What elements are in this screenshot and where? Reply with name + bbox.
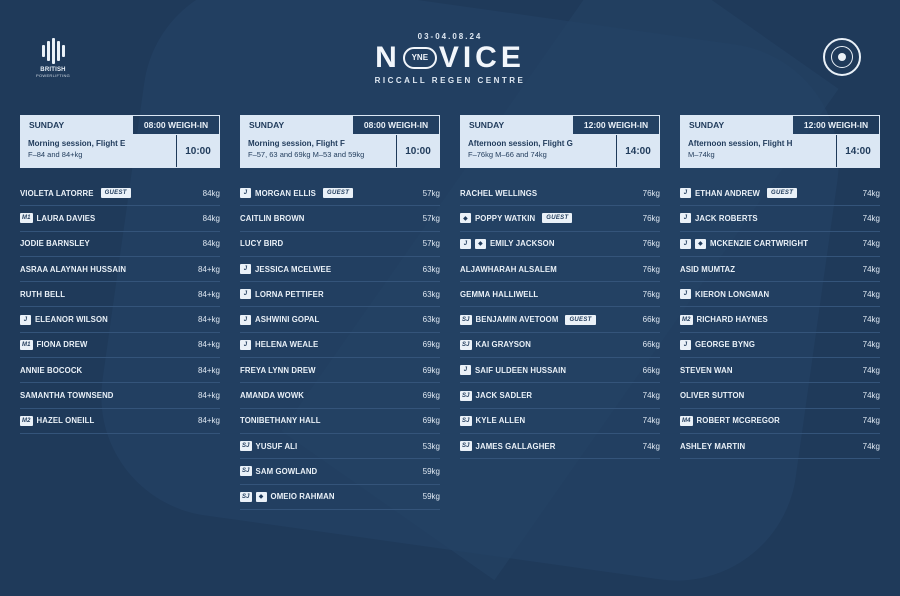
category-badge: J (460, 365, 471, 375)
event-title-block (350, 32, 550, 85)
lifter-name-cell (680, 315, 863, 325)
lifter-name-cell (20, 366, 198, 375)
session-info (461, 135, 616, 167)
session-classes: M–74kg (688, 150, 715, 159)
lifter-name-cell (460, 416, 643, 426)
lifter-name: ASID MUMTAZ (680, 264, 736, 274)
lifter-name: ASHWINI GOPAL (255, 315, 320, 325)
lifter-name-cell (460, 239, 643, 249)
logo-text-british: BRITISH (40, 67, 66, 73)
category-badge: M1 (22, 215, 31, 222)
category-badge: J (240, 315, 251, 325)
guest-badge: GUEST (767, 188, 797, 198)
weight-class: 76kg (642, 289, 660, 299)
session-classes: F–76kg M–66 and 74kg (468, 150, 547, 159)
lifter-name-cell (680, 188, 863, 198)
weigh-in-time: 08:00 WEIGH-IN (363, 120, 429, 130)
weight-class: 74kg (862, 264, 880, 274)
lifter-name-cell (20, 340, 198, 350)
lifter-name: JAMES GALLAGHER (475, 441, 556, 451)
weight-class: 57kg (422, 213, 440, 223)
event-dates: 03-04.08.24 (417, 32, 483, 41)
lifter-row (20, 307, 220, 332)
lifter-name-cell (240, 289, 423, 299)
title-right: VICE (438, 41, 525, 74)
weight-class: 66kg (642, 340, 660, 350)
lifter-name: MORGAN ELLIS (255, 188, 316, 198)
lifter-name-cell (680, 442, 863, 451)
lifter-name-cell (20, 315, 198, 325)
lifter-row (460, 181, 660, 206)
lifter-row (20, 282, 220, 307)
lifter-row (240, 257, 440, 282)
lifter-name: SAMANTHA TOWNSEND (20, 391, 114, 401)
lifter-list (20, 181, 220, 434)
session-start-time: 14:00 (836, 135, 879, 167)
lifter-name-cell (240, 340, 423, 350)
lifter-name: KAI GRAYSON (475, 340, 531, 350)
lifter-name: FREYA LYNN DREW (240, 365, 316, 375)
lifter-name: RACHEL WELLINGS (460, 188, 538, 198)
lifter-name: FIONA DREW (36, 340, 88, 350)
lifter-row (240, 307, 440, 332)
lifter-row (680, 434, 880, 459)
lifter-row (240, 409, 440, 434)
lifter-name: LAURA DAVIES (36, 213, 96, 223)
session-day: SUNDAY (681, 116, 793, 134)
lifter-name-cell (240, 214, 423, 223)
lifter-row (240, 206, 440, 231)
lifter-row (460, 434, 660, 459)
lifter-row (20, 206, 220, 231)
weight-class: 74kg (862, 315, 880, 325)
lifter-name: LUCY BIRD (240, 239, 284, 249)
weight-class: 74kg (862, 416, 880, 426)
lifter-name: KIERON LONGMAN (695, 289, 770, 299)
category-badge: J (20, 315, 31, 325)
weight-class: 74kg (862, 239, 880, 249)
lifter-row (680, 206, 880, 231)
weight-class: 84kg (202, 188, 220, 198)
lifter-row (240, 383, 440, 408)
session-start-time: 10:00 (396, 135, 439, 167)
session-card (680, 115, 880, 168)
lifter-row (460, 232, 660, 257)
lifter-name-cell (240, 466, 423, 476)
lifter-name: JACK SADLER (475, 391, 533, 401)
session-info (241, 135, 396, 167)
lifter-name-cell (460, 340, 643, 350)
lifter-name-cell (460, 290, 643, 299)
guest-badge: GUEST (565, 315, 595, 325)
diamond-icon: ◆ (475, 239, 486, 249)
weight-class: 84+kg (197, 289, 220, 299)
weight-class: 59kg (422, 492, 440, 502)
category-badge: J (240, 264, 251, 274)
session-day: SUNDAY (21, 116, 133, 134)
weight-class: 76kg (642, 239, 660, 249)
weight-class: 74kg (862, 289, 880, 299)
lifter-name: SAM GOWLAND (255, 466, 318, 476)
lifter-name: ALJAWHARAH ALSALEM (460, 264, 557, 274)
lifter-name-cell (240, 416, 423, 425)
category-badge: M4 (682, 417, 691, 424)
lifter-row (460, 206, 660, 231)
lifter-name-cell (20, 290, 198, 299)
lifter-row (680, 333, 880, 358)
category-badge: J (680, 239, 691, 249)
lifter-row (680, 358, 880, 383)
lifter-row (460, 257, 660, 282)
lifter-row (240, 434, 440, 459)
title-left: N (375, 41, 401, 74)
lifter-row (460, 282, 660, 307)
session-day: SUNDAY (241, 116, 353, 134)
lifter-row (680, 232, 880, 257)
category-badge: SJ (462, 341, 470, 348)
guest-badge: GUEST (101, 188, 131, 198)
session-classes: F–84 and 84+kg (28, 150, 83, 159)
session-start-time: 14:00 (616, 135, 659, 167)
lifter-name: YUSUF ALI (255, 441, 298, 451)
weight-class: 69kg (422, 365, 440, 375)
category-badge: J (460, 239, 471, 249)
lifter-row (20, 181, 220, 206)
lifter-name: CAITLIN BROWN (240, 213, 305, 223)
category-badge: J (680, 289, 691, 299)
lifter-row (240, 358, 440, 383)
lifter-name: LORNA PETTIFER (255, 289, 324, 299)
lifter-name: EMILY JACKSON (490, 239, 555, 249)
lifter-row (240, 485, 440, 510)
lifter-name-cell (20, 265, 198, 274)
title-oval-yne: YNE (403, 47, 437, 69)
weight-class: 57kg (422, 188, 440, 198)
session-info (21, 135, 176, 167)
category-badge: J (240, 289, 251, 299)
session-title: Morning session, Flight E (28, 139, 126, 148)
lifter-name-cell (240, 315, 423, 325)
lifter-row (680, 181, 880, 206)
lifter-name-cell (680, 213, 863, 223)
category-badge: M1 (22, 341, 31, 348)
lifter-list (460, 181, 660, 459)
session-day: SUNDAY (461, 116, 573, 134)
lifter-name-cell (460, 189, 643, 198)
weight-class: 74kg (862, 441, 880, 451)
weight-class: 53kg (422, 441, 440, 451)
lifter-name-cell (240, 188, 423, 198)
lifter-name-cell (460, 365, 643, 375)
session-card (460, 115, 660, 168)
weight-class: 74kg (862, 365, 880, 375)
lifter-name: HELENA WEALE (255, 340, 319, 350)
session-title: Morning session, Flight F (248, 139, 345, 148)
lifter-row (460, 307, 660, 332)
lifter-name-cell (240, 391, 423, 400)
lifter-row (20, 232, 220, 257)
lifter-name: TONIBETHANY HALL (240, 416, 321, 426)
weight-class: 63kg (422, 315, 440, 325)
weigh-in-time: 12:00 WEIGH-IN (583, 120, 649, 130)
lifter-name: JESSICA MCELWEE (255, 264, 332, 274)
flight-column (20, 115, 220, 434)
weight-class: 84+kg (197, 365, 220, 375)
lifter-list (680, 181, 880, 459)
lifter-name-cell (460, 391, 643, 401)
lifter-row (240, 232, 440, 257)
session-card (20, 115, 220, 168)
lifter-name-cell (460, 265, 643, 274)
session-title: Afternoon session, Flight H (688, 139, 793, 148)
weight-class: 69kg (422, 416, 440, 426)
lifter-row (680, 257, 880, 282)
lifter-name-cell (680, 239, 863, 249)
guest-badge: GUEST (323, 188, 353, 198)
weight-class: 84kg (202, 213, 220, 223)
diamond-icon: ◆ (695, 239, 706, 249)
lifter-name-cell (20, 416, 198, 426)
weigh-in-time: 12:00 WEIGH-IN (803, 120, 869, 130)
weight-class: 74kg (642, 441, 660, 451)
lifter-name-cell (20, 213, 203, 223)
weight-class: 74kg (862, 213, 880, 223)
category-badge: SJ (462, 417, 470, 424)
lifter-row (680, 282, 880, 307)
lifter-name: RICHARD HAYNES (696, 315, 768, 325)
lifter-row (20, 358, 220, 383)
session-card (240, 115, 440, 168)
category-badge: M2 (682, 316, 691, 323)
event-title (350, 43, 550, 73)
lifter-name-cell (460, 315, 643, 325)
lifter-name: KYLE ALLEN (475, 416, 526, 426)
lifter-row (680, 307, 880, 332)
lifter-row (20, 333, 220, 358)
category-badge: SJ (462, 443, 470, 450)
lifter-name-cell (240, 239, 423, 248)
weight-class: 84kg (202, 239, 220, 249)
category-badge: J (240, 188, 251, 198)
weight-class: 76kg (642, 188, 660, 198)
weight-class: 59kg (422, 466, 440, 476)
flight-column (680, 115, 880, 459)
lifter-name-cell (680, 416, 863, 426)
lifter-row (460, 383, 660, 408)
seal-logo-icon (823, 38, 861, 76)
lifter-row (460, 409, 660, 434)
lifter-row (460, 333, 660, 358)
category-badge: SJ (242, 443, 250, 450)
lifter-name: SAIF ULDEEN HUSSAIN (475, 365, 567, 375)
category-badge: M2 (22, 417, 31, 424)
category-badge: SJ (462, 316, 470, 323)
weight-class: 84+kg (197, 416, 220, 426)
category-badge: J (240, 340, 251, 350)
lifter-name-cell (680, 289, 863, 299)
session-info (681, 135, 836, 167)
lifter-row (240, 459, 440, 484)
lifter-name: POPPY WATKIN (475, 213, 536, 223)
lifter-name-cell (460, 213, 643, 223)
lifter-name-cell (240, 492, 423, 502)
lifter-row (240, 181, 440, 206)
weight-class: 57kg (422, 239, 440, 249)
weight-class: 63kg (422, 264, 440, 274)
lifter-row (680, 383, 880, 408)
logo-text-powerlifting: POWERLIFTING (36, 73, 71, 78)
weight-class: 66kg (642, 365, 660, 375)
guest-badge: GUEST (542, 213, 572, 223)
weight-class: 76kg (642, 264, 660, 274)
lifter-name-cell (240, 264, 423, 274)
lifter-row (240, 333, 440, 358)
lifter-name-cell (20, 188, 203, 198)
lifter-name-cell (240, 441, 423, 451)
lifter-name: GEMMA HALLIWELL (460, 289, 539, 299)
weight-class: 84+kg (197, 391, 220, 401)
lifter-name-cell (680, 366, 863, 375)
lifter-row (240, 282, 440, 307)
weight-class: 63kg (422, 289, 440, 299)
lifter-name: ANNIE BOCOCK (20, 365, 83, 375)
diamond-icon: ◆ (460, 213, 471, 223)
lifter-row (680, 409, 880, 434)
lifter-name: AMANDA WOWK (240, 391, 305, 401)
lifter-name: ASRAA ALAYNAH HUSSAIN (20, 264, 127, 274)
lifter-name: ELEANOR WILSON (35, 315, 108, 325)
flight-column (460, 115, 660, 459)
lifter-name-cell (680, 340, 863, 350)
weight-class: 74kg (862, 340, 880, 350)
weight-class: 74kg (862, 391, 880, 401)
weight-class: 74kg (642, 391, 660, 401)
lifter-name: OMEIO RAHMAN (270, 492, 335, 502)
category-badge: J (680, 188, 691, 198)
event-venue: RICCALL REGEN CENTRE (374, 76, 526, 85)
lifter-name: STEVEN WAN (680, 365, 733, 375)
lifter-name: GEORGE BYNG (695, 340, 756, 350)
lifter-row (20, 257, 220, 282)
lifter-list (240, 181, 440, 510)
lifter-name: BENJAMIN AVETOOM (475, 315, 559, 325)
category-badge: SJ (462, 392, 470, 399)
weight-class: 69kg (422, 391, 440, 401)
session-title: Afternoon session, Flight G (468, 139, 573, 148)
lifter-name: JACK ROBERTS (695, 213, 758, 223)
category-badge: J (680, 340, 691, 350)
british-powerlifting-logo (36, 38, 70, 78)
lifter-name-cell (20, 239, 203, 248)
lifter-name: ROBERT MCGREGOR (696, 416, 780, 426)
barbell-icon (36, 38, 70, 64)
weight-class: 84+kg (197, 264, 220, 274)
lifter-name: JODIE BARNSLEY (20, 239, 90, 249)
session-start-time: 10:00 (176, 135, 219, 167)
weight-class: 74kg (862, 188, 880, 198)
session-classes: F–57, 63 and 69kg M–53 and 59kg (248, 150, 365, 159)
category-badge: SJ (242, 493, 250, 500)
weight-class: 69kg (422, 340, 440, 350)
lifter-name: MCKENZIE CARTWRIGHT (710, 239, 809, 249)
lifter-name: VIOLETA LATORRE (20, 188, 94, 198)
weight-class: 84+kg (197, 315, 220, 325)
lifter-name: ETHAN ANDREW (695, 188, 761, 198)
lifter-name: OLIVER SUTTON (680, 391, 745, 401)
lifter-name: ASHLEY MARTIN (680, 441, 746, 451)
lifter-name-cell (240, 366, 423, 375)
lifter-row (20, 409, 220, 434)
weight-class: 74kg (642, 416, 660, 426)
lifter-name: RUTH BELL (20, 289, 66, 299)
lifter-name-cell (460, 441, 643, 451)
lifter-row (460, 358, 660, 383)
weight-class: 76kg (642, 213, 660, 223)
weight-class: 66kg (642, 315, 660, 325)
lifter-name-cell (680, 265, 863, 274)
category-badge: J (680, 213, 691, 223)
lifter-name: HAZEL ONEILL (36, 416, 95, 426)
diamond-icon: ◆ (256, 492, 267, 502)
lifter-row (20, 383, 220, 408)
flight-column (240, 115, 440, 510)
weight-class: 84+kg (197, 340, 220, 350)
category-badge: SJ (242, 468, 250, 475)
weigh-in-time: 08:00 WEIGH-IN (143, 120, 209, 130)
lifter-name-cell (680, 391, 863, 400)
lifter-name-cell (20, 391, 198, 400)
